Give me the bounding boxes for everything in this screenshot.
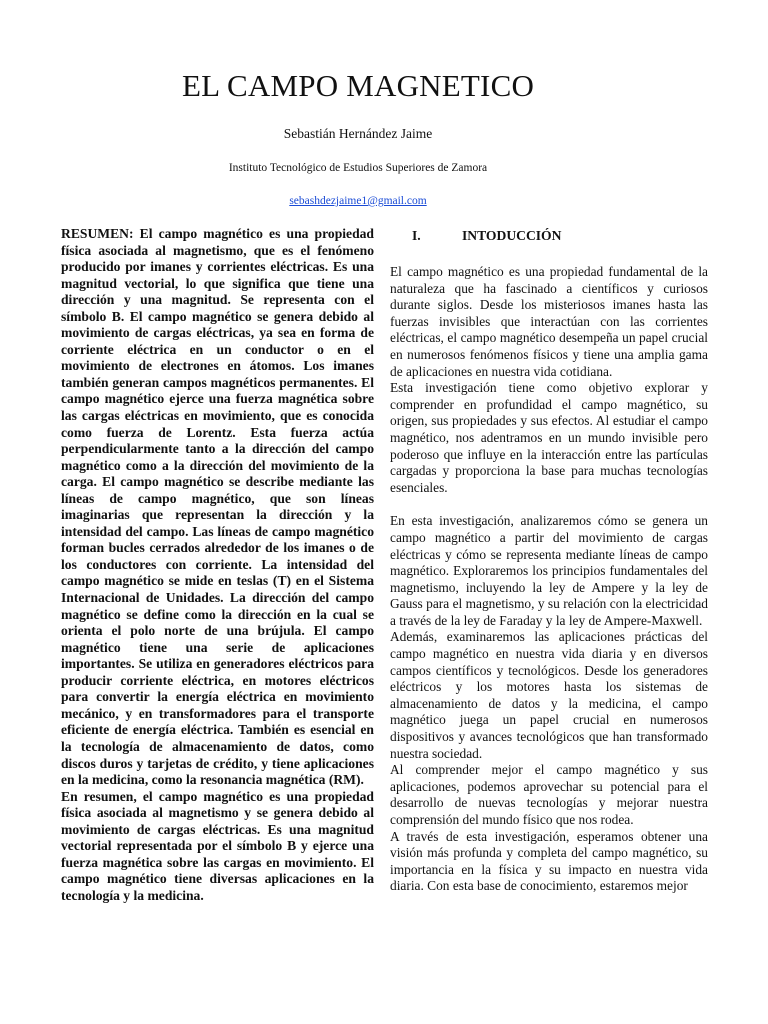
paper-title: EL CAMPO MAGNETICO	[181, 68, 535, 103]
abstract-paragraph: RESUMEN: El campo magnético es una propiedad física asociada al magnetismo, que es el fenómeno producido por imanes y corrientes eléctricas. Es una magnitud vectorial, lo que significa que tiene una dirección y una magnitud. Se representa con el símbolo B. El campo magnético se genera debido al movimiento de cargas eléctricas, ya sea en forma de corriente eléctrica en un conductor o en el movimiento de electrones en átomos. Los imanes también generan campos magnéticos permanentes. El campo magnético ejerce una fuerza magnética sobre las cargas eléctricas en movimiento, que es conocida como fuerza de Lorentz. Esta fuerza actúa perpendicularmente tanto a la dirección del campo magnético como a la dirección del movimiento de la carga. El campo magnético se describe mediante las líneas de campo magnético, que son líneas imaginarias que representan la dirección y la intensidad del campo. Las líneas de campo magnético forman bucles cerrados alrededor de los imanes o de los conductores con corriente. La intensidad del campo magnético se mide en teslas (T) en el Sistema Internacional de Unidades. La dirección del campo magnético se define como la dirección en la cual se orienta el polo norte de una brújula. El campo magnético tiene una serie de aplicaciones importantes. Se utiliza en generadores eléctricos para producir corriente eléctrica, en motores eléctricos para convertir la energía eléctrica en movimiento mecánico, y en transformadores para el transporte eficiente de energía eléctrica. También es esencial en la tecnología de almacenamiento de datos, como discos duros y tarjetas de crédito, y tiene aplicaciones en la medicina, como la resonancia magnética (RM).	[61, 226, 374, 788]
body-paragraph: En esta investigación, analizaremos cómo se genera un campo magnético a partir del movimiento de cargas eléctricas y cómo se representa mediante líneas de campo magnético. Exploraremos los principios fundamentales del magnetismo, incluyendo la ley de Ampere y la ley de Gauss para el magnetismo, y su relación con la electricidad a través de la ley de Faraday y la ley de Ampere-Maxwell.	[390, 513, 708, 628]
body-paragraph: Al comprender mejor el campo magnético y sus aplicaciones, podemos aprovechar su potencial para el desarrollo de nuevas tecnologías y mejorar nuestra comprensión del mundo físico que nos rodea.	[390, 762, 708, 827]
author-name: Sebastián Hernández Jaime	[283, 126, 433, 141]
introduction-column	[390, 226, 708, 895]
section-title: INTODUCCIÓN	[462, 228, 562, 243]
abstract-column	[61, 226, 374, 904]
abstract-paragraph: En resumen, el campo magnético es una propiedad física asociada al magnetismo y se genera debido al movimiento de cargas eléctricas. Es una magnitud vectorial representada por el símbolo B y ejerce una fuerza magnética sobre las cargas en movimiento. El campo magnético tiene diversas aplicaciones en la tecnología y la medicina.	[61, 788, 374, 903]
paragraph-gap	[390, 496, 708, 513]
body-paragraph: Además, examinaremos las aplicaciones prácticas del campo magnético en nuestra vida diaria y en diversos campos científicos y tecnológicos. Desde los generadores eléctricos y los motores hasta los sistemas de almacenamiento de datos y la medicina, el campo magnético juega un papel crucial en numerosos dispositivos y avances tecnológicos que han transformado nuestra sociedad.	[390, 629, 708, 761]
body-paragraph: Esta investigación tiene como objetivo explorar y comprender en profundidad el campo magnético, su origen, sus propiedades y sus efectos. Al estudiar el campo magnético, nos adentramos en un mundo invisible pero poderoso que influye en la interacción entre las partículas cargadas y proporciona la base para muchas tecnologías esenciales.	[390, 380, 708, 495]
body-paragraph: A través de esta investigación, esperamos obtener una visión más profunda y completa del campo magnético, su importancia en la física y su impacto en nuestra vida diaria. Con esta base de conocimiento, estaremos mejor	[390, 828, 708, 894]
email-link[interactable]: sebashdezjaime1@gmail.com	[289, 195, 427, 207]
author-email	[0, 195, 716, 207]
body-paragraph: El campo magnético es una propiedad fundamental de la naturaleza que ha fascinado a científicos y curiosos durante siglos. Desde los misteriosos imanes hasta las fuerzas invisibles que interactúan con las corrientes eléctricas, el campo magnético desempeña un papel crucial en numerosos fenómenos físicos y tiene una amplia gama de aplicaciones en nuestra vida cotidiana.	[390, 264, 708, 379]
section-number: I.	[412, 228, 421, 243]
author-affiliation: Instituto Tecnológico de Estudios Superiores de Zamora	[228, 162, 488, 174]
section-heading	[390, 226, 708, 262]
